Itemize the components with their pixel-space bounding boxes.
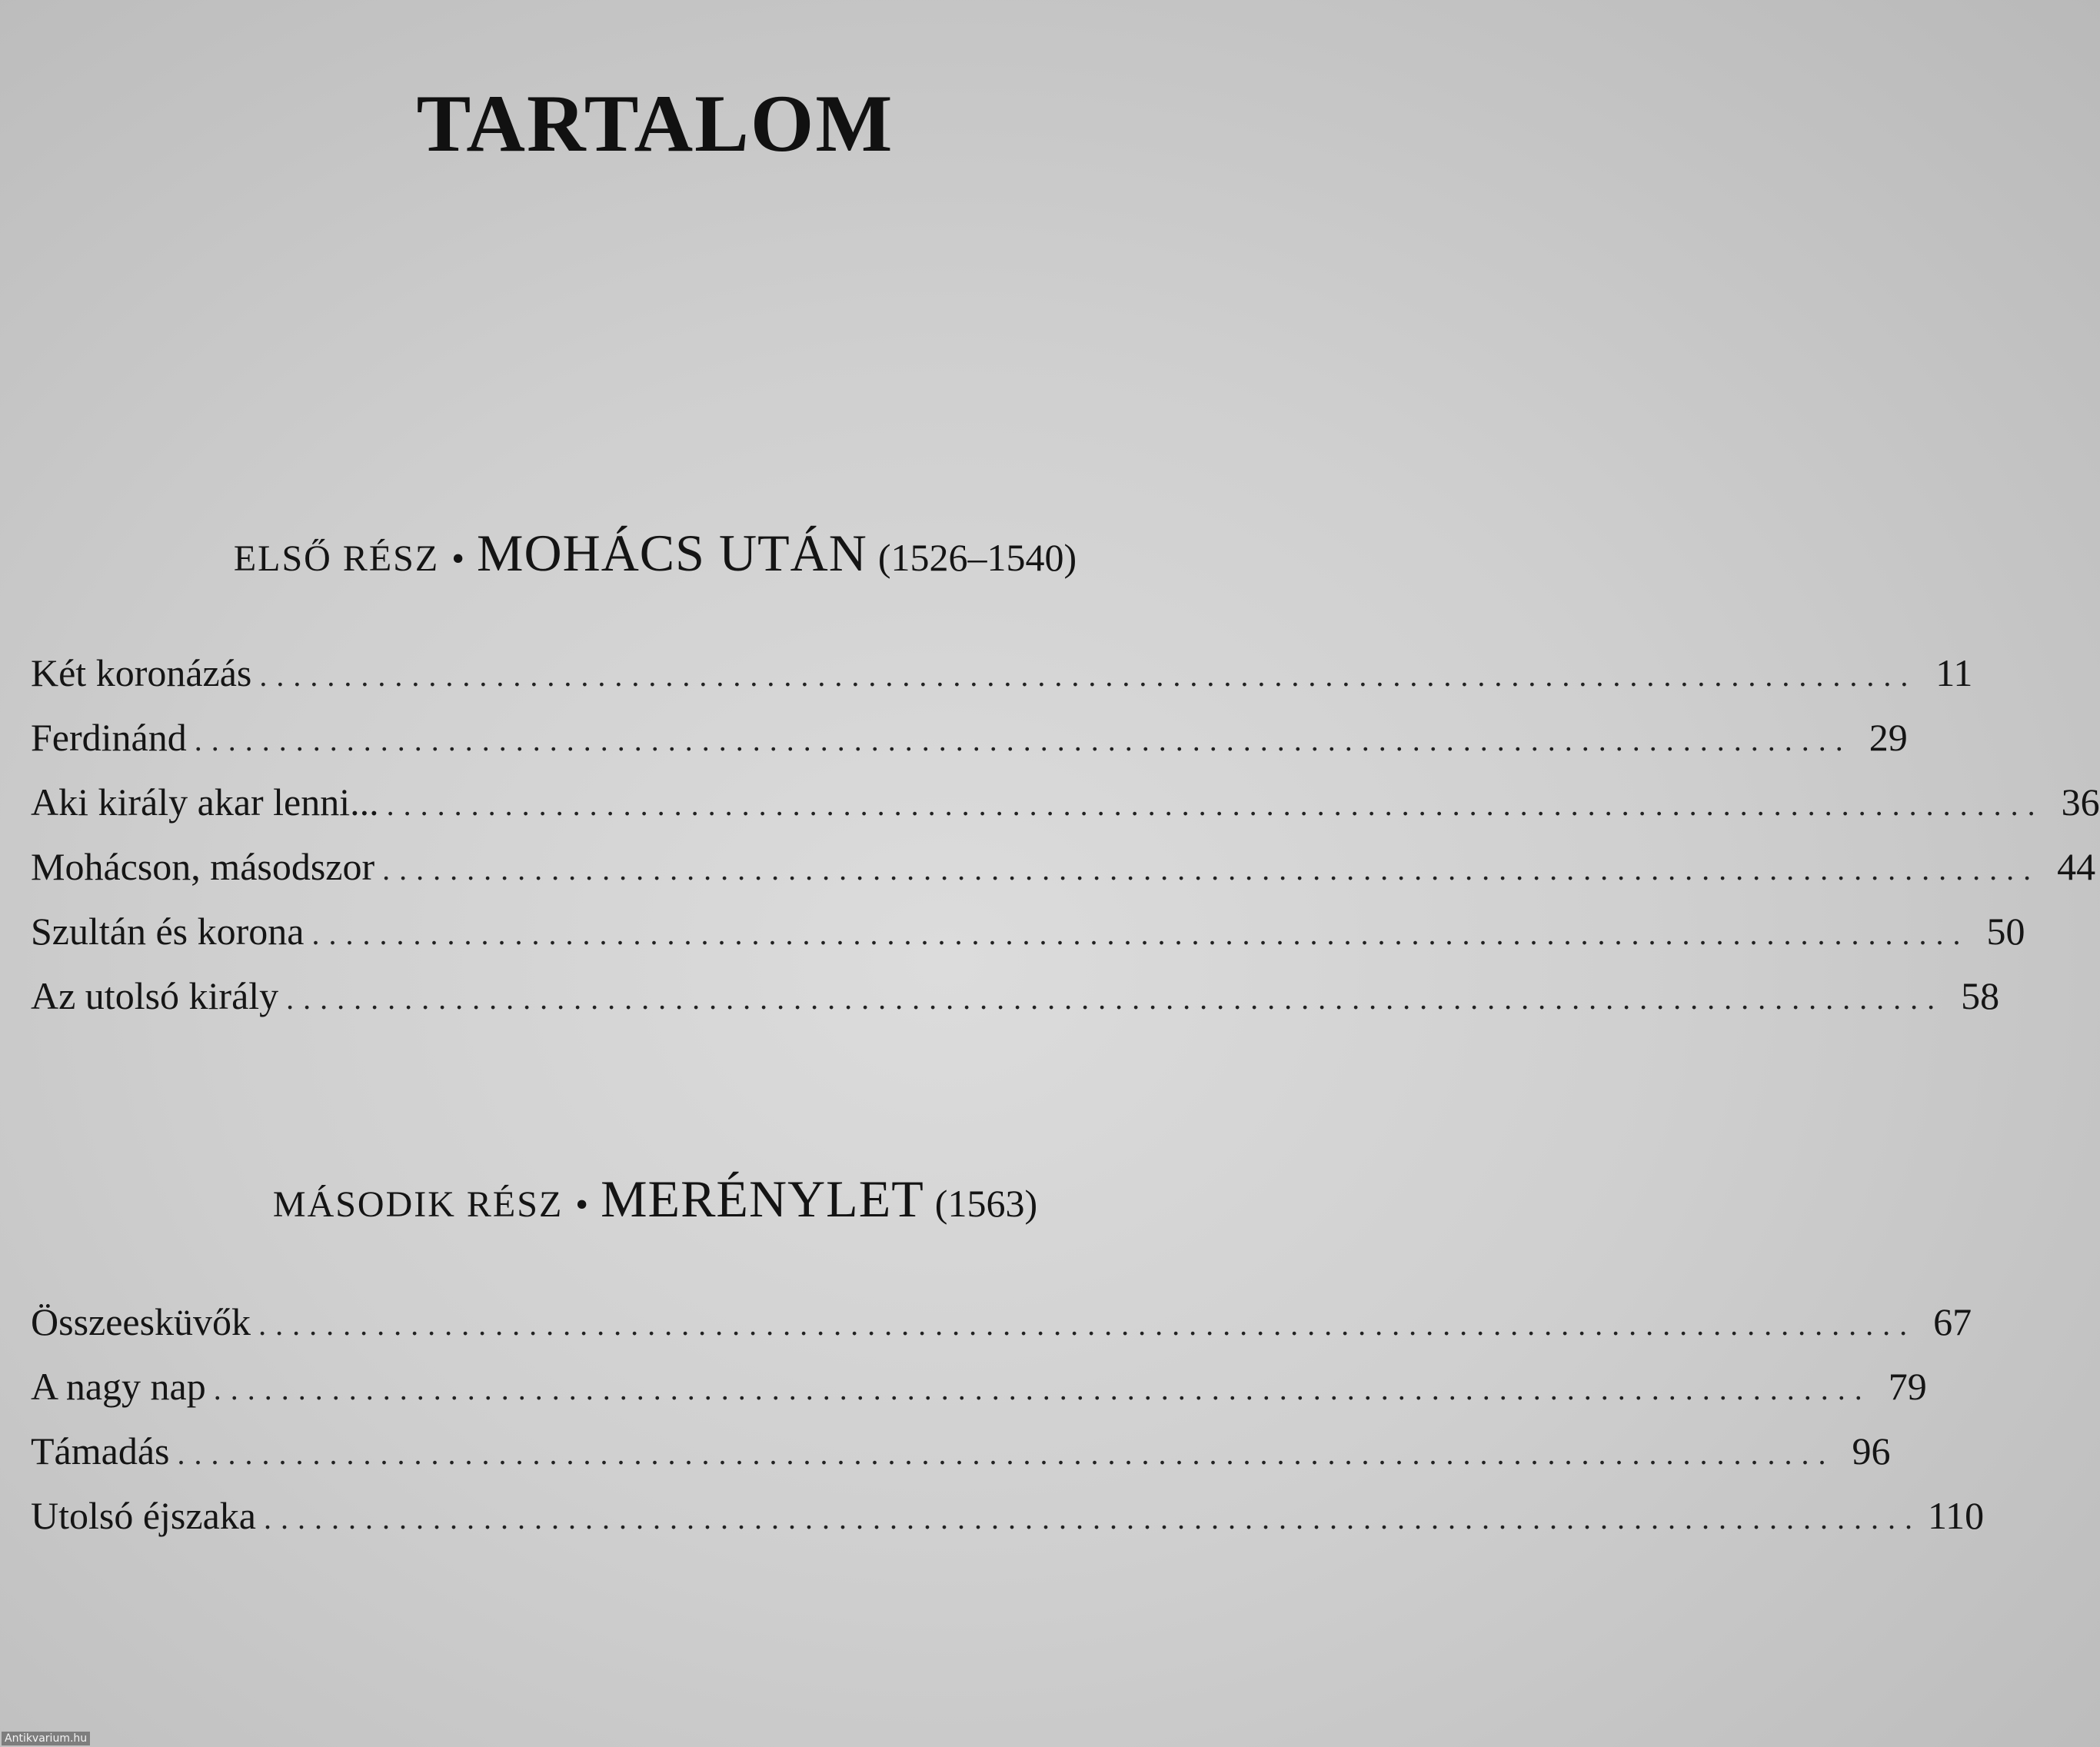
toc-entry-page: 58 — [1961, 974, 2000, 1017]
toc-list-part-2 — [31, 1299, 1985, 1558]
toc-entry[interactable] — [31, 1493, 1985, 1558]
toc-entry-page: 79 — [1888, 1365, 1927, 1408]
toc-leader-dots: .................................................................................................. — [258, 1307, 1917, 1342]
toc-entry-page: 96 — [1852, 1429, 1891, 1472]
toc-entry-title: Mohácson, másodszor — [31, 845, 375, 888]
part-years: (1526–1540) — [877, 536, 1077, 579]
toc-entry-page: 50 — [1986, 910, 2025, 953]
part-name: MERÉNYLET — [601, 1170, 924, 1228]
toc-entry[interactable] — [31, 1299, 1972, 1364]
toc-leader-dots: .................................................................................................. — [386, 787, 2045, 822]
toc-entry-page: 67 — [1933, 1300, 1972, 1343]
toc-entry[interactable] — [31, 780, 2100, 844]
toc-entry[interactable] — [31, 1364, 1927, 1429]
toc-entry-page: 36 — [2061, 780, 2100, 824]
toc-entry-page: 110 — [1927, 1494, 1985, 1537]
toc-entry-title: Támadás — [31, 1429, 170, 1472]
toc-entry-page: 44 — [2057, 845, 2096, 888]
toc-entry-title: Aki király akar lenni... — [31, 780, 379, 824]
part-label: ELSŐ RÉSZ — [233, 538, 440, 579]
toc-leader-dots: .................................................................................................. — [311, 917, 1970, 951]
toc-entry-title: Utolsó éjszaka — [31, 1494, 256, 1537]
toc-leader-dots: .................................................................................................. — [286, 981, 1945, 1016]
toc-list-part-1 — [31, 651, 2100, 1038]
part-name: MOHÁCS UTÁN — [477, 524, 867, 582]
part-separator: • — [451, 538, 465, 579]
toc-entry[interactable] — [31, 844, 2096, 909]
toc-entry-title: A nagy nap — [31, 1365, 206, 1408]
toc-entry[interactable] — [31, 909, 2025, 973]
toc-entry[interactable] — [31, 651, 1973, 715]
toc-leader-dots: .................................................................................................. — [263, 1501, 1922, 1536]
toc-entry-title: Szultán és korona — [31, 910, 305, 953]
toc-entry-title: Összeesküvők — [31, 1300, 251, 1343]
toc-entry-title: Ferdinánd — [31, 716, 187, 759]
toc-leader-dots: .................................................................................................. — [177, 1436, 1835, 1471]
watermark-label: Antikvarium.hu — [2, 1732, 90, 1745]
part-heading-1 — [0, 523, 1310, 584]
toc-leader-dots: .................................................................................................. — [259, 658, 1918, 693]
toc-entry[interactable] — [31, 715, 1908, 780]
toc-entry-page: 29 — [1869, 716, 1908, 759]
toc-entry[interactable] — [31, 1429, 1891, 1493]
part-label: MÁSODIK RÉSZ — [272, 1184, 564, 1225]
toc-entry-title: Az utolsó király — [31, 974, 279, 1017]
toc-leader-dots: .................................................................................................. — [194, 723, 1852, 757]
page-title: TARTALOM — [416, 78, 894, 168]
toc-entry-page: 11 — [1935, 651, 1973, 694]
toc-entry[interactable] — [31, 973, 2000, 1038]
part-separator: • — [575, 1184, 589, 1225]
toc-leader-dots: .................................................................................................. — [213, 1372, 1872, 1406]
part-years: (1563) — [934, 1182, 1038, 1225]
part-heading-2 — [0, 1169, 1310, 1230]
toc-leader-dots: .................................................................................................. — [382, 852, 2041, 887]
toc-entry-title: Két koronázás — [31, 651, 252, 694]
